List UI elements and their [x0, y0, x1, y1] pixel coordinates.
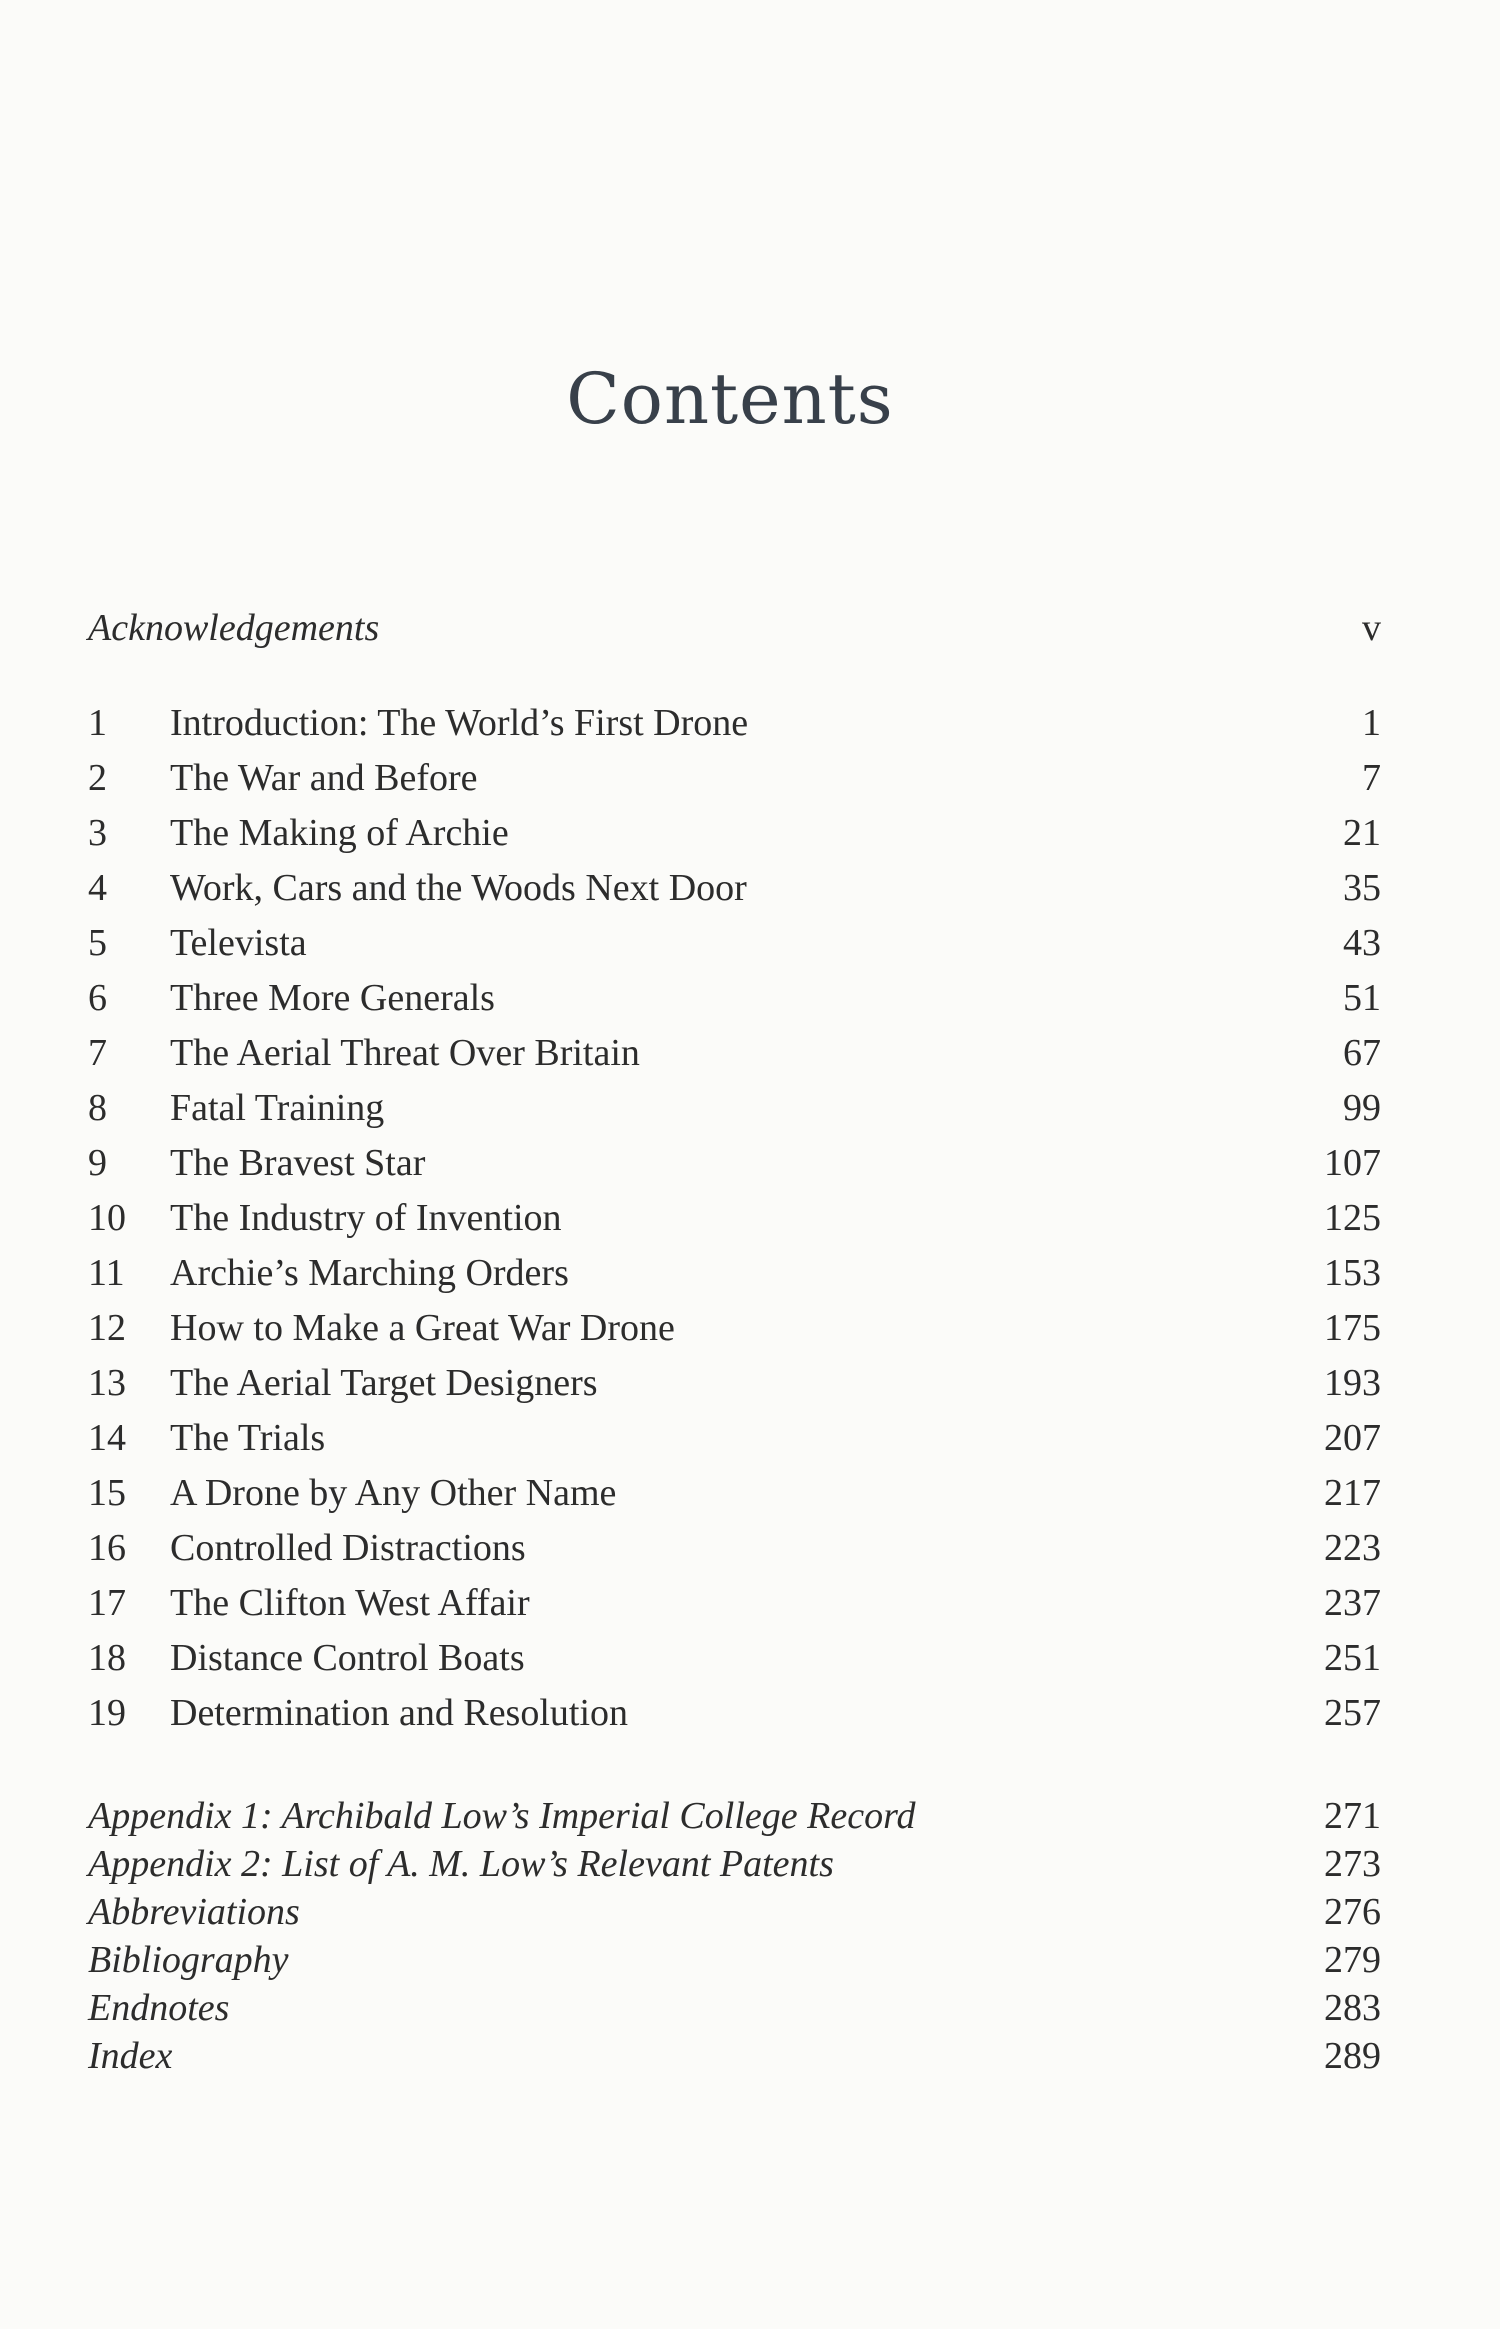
chapter-title: Televista	[170, 922, 307, 964]
toc-chapter-row	[88, 753, 1381, 803]
chapter-page-number: 193	[1324, 1362, 1381, 1404]
chapter-number: 6	[88, 977, 107, 1019]
toc-chapter-row	[88, 1523, 1381, 1573]
chapter-title: Archie’s Marching Orders	[170, 1252, 569, 1294]
chapter-number: 18	[88, 1637, 126, 1679]
chapter-title: Controlled Distractions	[170, 1527, 526, 1569]
entry-page-number: 283	[1324, 1987, 1381, 2029]
toc-chapter-row	[88, 1468, 1381, 1518]
toc-chapter-row	[88, 1028, 1381, 1078]
entry-page-number: 271	[1324, 1795, 1381, 1837]
chapter-page-number: 107	[1324, 1142, 1381, 1184]
chapter-number: 9	[88, 1142, 107, 1184]
chapter-number: 7	[88, 1032, 107, 1074]
chapter-title: The Bravest Star	[170, 1142, 426, 1184]
chapter-title: The Aerial Target Designers	[170, 1362, 598, 1404]
chapter-title: A Drone by Any Other Name	[170, 1472, 617, 1514]
chapter-title: Introduction: The World’s First Drone	[170, 702, 749, 744]
toc-entry-index	[88, 2033, 1381, 2079]
chapter-page-number: 51	[1343, 977, 1381, 1019]
toc-entry-abbreviations	[88, 1889, 1381, 1935]
chapter-page-number: 153	[1324, 1252, 1381, 1294]
chapter-page-number: 67	[1343, 1032, 1381, 1074]
chapter-number: 5	[88, 922, 107, 964]
chapter-page-number: 251	[1324, 1637, 1381, 1679]
chapter-page-number: 7	[1362, 757, 1381, 799]
toc-chapter-row	[88, 1248, 1381, 1298]
toc-chapter-row	[88, 808, 1381, 858]
toc-chapter-row	[88, 1358, 1381, 1408]
chapter-number: 12	[88, 1307, 126, 1349]
entry-page-number: 279	[1324, 1939, 1381, 1981]
page-title: Contents	[566, 358, 894, 440]
toc-chapter-row	[88, 918, 1381, 968]
entry-label: Appendix 1: Archibald Low’s Imperial College Record	[88, 1795, 916, 1837]
chapter-page-number: 175	[1324, 1307, 1381, 1349]
chapter-page-number: 21	[1343, 812, 1381, 854]
toc-chapter-row	[88, 973, 1381, 1023]
toc-chapter-row	[88, 863, 1381, 913]
toc-entry-appendix-1	[88, 1793, 1381, 1839]
entry-label: Index	[88, 2035, 173, 2077]
chapter-page-number: 223	[1324, 1527, 1381, 1569]
toc-chapter-row	[88, 1138, 1381, 1188]
entry-page-number: 273	[1324, 1843, 1381, 1885]
chapter-number: 3	[88, 812, 107, 854]
chapter-title: The Aerial Threat Over Britain	[170, 1032, 640, 1074]
chapter-page-number: 217	[1324, 1472, 1381, 1514]
chapter-title: The Trials	[170, 1417, 326, 1459]
toc-entry-bibliography	[88, 1937, 1381, 1983]
chapter-number: 2	[88, 757, 107, 799]
chapter-number: 10	[88, 1197, 126, 1239]
chapter-page-number: 237	[1324, 1582, 1381, 1624]
chapter-number: 8	[88, 1087, 107, 1129]
chapter-title: Work, Cars and the Woods Next Door	[170, 867, 747, 909]
chapter-page-number: 207	[1324, 1417, 1381, 1459]
toc-chapter-row	[88, 1633, 1381, 1683]
chapter-title: The Making of Archie	[170, 812, 509, 854]
chapter-page-number: 99	[1343, 1087, 1381, 1129]
toc-entry-endnotes	[88, 1985, 1381, 2031]
toc-chapter-row	[88, 1578, 1381, 1628]
entry-label: Acknowledgements	[88, 607, 380, 649]
chapter-number: 11	[88, 1252, 125, 1294]
chapter-page-number: 35	[1343, 867, 1381, 909]
chapter-page-number: 1	[1362, 702, 1381, 744]
toc-chapter-row	[88, 1688, 1381, 1738]
entry-label: Abbreviations	[88, 1891, 300, 1933]
entry-page-number: v	[1362, 607, 1381, 649]
chapter-title: The Industry of Invention	[170, 1197, 562, 1239]
entry-label: Appendix 2: List of A. M. Low’s Relevant Patents	[88, 1843, 834, 1885]
chapter-title: The Clifton West Affair	[170, 1582, 530, 1624]
entry-page-number: 289	[1324, 2035, 1381, 2077]
chapter-page-number: 125	[1324, 1197, 1381, 1239]
chapter-title: How to Make a Great War Drone	[170, 1307, 675, 1349]
chapter-number: 1	[88, 702, 107, 744]
chapter-number: 4	[88, 867, 107, 909]
chapter-title: Three More Generals	[170, 977, 495, 1019]
toc-entry-appendix-2	[88, 1841, 1381, 1887]
chapter-title: The War and Before	[170, 757, 478, 799]
chapter-number: 13	[88, 1362, 126, 1404]
chapter-page-number: 43	[1343, 922, 1381, 964]
chapter-number: 16	[88, 1527, 126, 1569]
toc-chapter-row	[88, 1193, 1381, 1243]
chapter-title: Fatal Training	[170, 1087, 385, 1129]
chapter-page-number: 257	[1324, 1692, 1381, 1734]
toc-entry-acknowledgements	[88, 603, 1381, 653]
toc-chapter-row	[88, 698, 1381, 748]
entry-page-number: 276	[1324, 1891, 1381, 1933]
toc-chapter-row	[88, 1083, 1381, 1133]
entry-label: Bibliography	[88, 1939, 289, 1981]
chapter-number: 19	[88, 1692, 126, 1734]
chapter-number: 17	[88, 1582, 126, 1624]
chapter-title: Determination and Resolution	[170, 1692, 629, 1734]
entry-label: Endnotes	[88, 1987, 230, 2029]
chapter-number: 14	[88, 1417, 126, 1459]
chapter-number: 15	[88, 1472, 126, 1514]
toc-chapter-row	[88, 1413, 1381, 1463]
chapter-title: Distance Control Boats	[170, 1637, 525, 1679]
toc-chapter-row	[88, 1303, 1381, 1353]
